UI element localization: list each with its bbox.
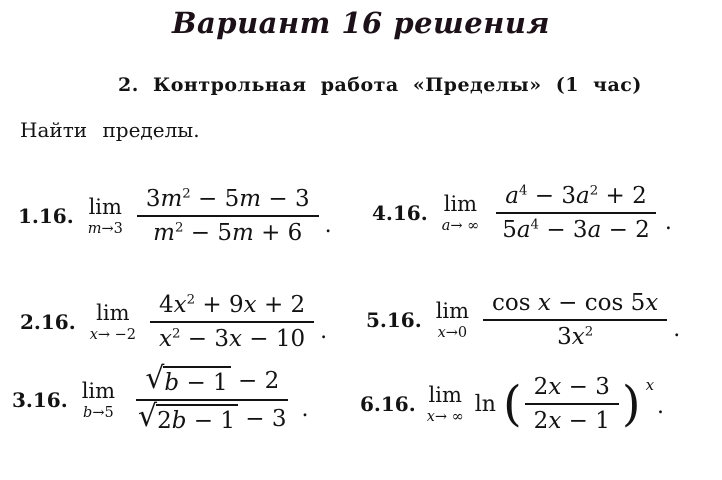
limit-operator (435, 298, 470, 341)
radical-icon: √ (145, 361, 165, 396)
problem-number: 4.16. (372, 201, 428, 226)
end-punctuation: . (320, 318, 328, 344)
lim-word: lim (443, 191, 478, 216)
limit-subscript: x→0 (437, 324, 468, 341)
end-punctuation: . (673, 316, 681, 342)
square-root (145, 361, 230, 396)
fraction-numerator: 2x − 3 (525, 374, 619, 405)
limit-operator (89, 300, 137, 343)
end-punctuation: . (664, 209, 672, 235)
limit-operator (87, 194, 123, 237)
square-root (138, 399, 238, 435)
limit-subscript: a→ ∞ (441, 217, 480, 234)
limit-subscript: x→ ∞ (426, 408, 464, 425)
limit-operator (81, 378, 116, 421)
lim-word: lim (428, 382, 462, 407)
problem-number: 2.16. (20, 310, 76, 335)
problem-number: 5.16. (366, 308, 422, 333)
lim-word: lim (96, 300, 130, 325)
fraction-numerator: cos x − cos 5x (483, 290, 667, 321)
fraction (525, 374, 619, 435)
problem-6-16: 6.16. lim x→ ∞ ln ( $\frac{2x - 3}{2x - 1}$ ) x . (360, 374, 665, 435)
problem-5-16 (366, 290, 680, 351)
limit-subscript: x→ −2 (89, 326, 137, 343)
end-punctuation: . (657, 393, 665, 419)
radical-tail: − 2 (230, 368, 280, 394)
fraction (129, 361, 295, 435)
fraction-denominator: $5a^4 - 3a - 2$ (502, 217, 650, 244)
fraction (150, 292, 314, 353)
fraction-numerator: $a^4 - 3a^2 + 2$ (496, 183, 655, 214)
exponent: x (645, 376, 655, 395)
problem-4-16 (372, 183, 672, 244)
problem-1-16 (18, 186, 332, 247)
limit-subscript: m→3 (87, 220, 123, 237)
lim-word: lim (88, 194, 122, 219)
fraction-denominator: $m^2 - 5m + 6$ (153, 220, 303, 247)
fraction-numerator (136, 361, 288, 401)
lim-word: lim (435, 298, 470, 323)
end-punctuation: . (324, 212, 332, 238)
fraction-numerator: $4x^2 + 9x + 2$ (150, 292, 314, 323)
problem-2-16 (20, 292, 327, 353)
instruction-text: Найти пределы. (20, 118, 200, 142)
section-heading: 2. Контрольная работа «Пределы» (1 час) (118, 74, 642, 96)
radical-tail: − 3 (238, 406, 287, 433)
fraction (137, 186, 319, 247)
problem-number: 3.16. (12, 388, 68, 413)
radicand: b − 1 (163, 366, 230, 396)
problem-3-16 (12, 361, 309, 435)
fraction-denominator: $x^2 - 3x - 10$ (159, 326, 306, 353)
limit-operator (426, 382, 464, 425)
fraction (493, 183, 659, 244)
fraction (483, 290, 667, 351)
radical-icon: √ (138, 399, 158, 435)
fraction-denominator: $3x^2$ (557, 324, 594, 351)
lim-word: lim (81, 378, 116, 403)
fraction-denominator (129, 401, 295, 434)
ln-function: ln (474, 391, 496, 417)
fraction-denominator: 2x − 1 (533, 408, 610, 435)
problem-number: 6.16. (360, 392, 416, 417)
limit-subscript: b→5 (83, 404, 114, 421)
limit-operator (441, 191, 480, 234)
radicand: 2b − 1 (156, 404, 238, 434)
page-title: Вариант 16 решения (172, 6, 550, 40)
end-punctuation: . (301, 396, 309, 422)
fraction-numerator: $3m^2 - 5m - 3$ (137, 186, 319, 217)
problem-number: 1.16. (18, 204, 74, 229)
